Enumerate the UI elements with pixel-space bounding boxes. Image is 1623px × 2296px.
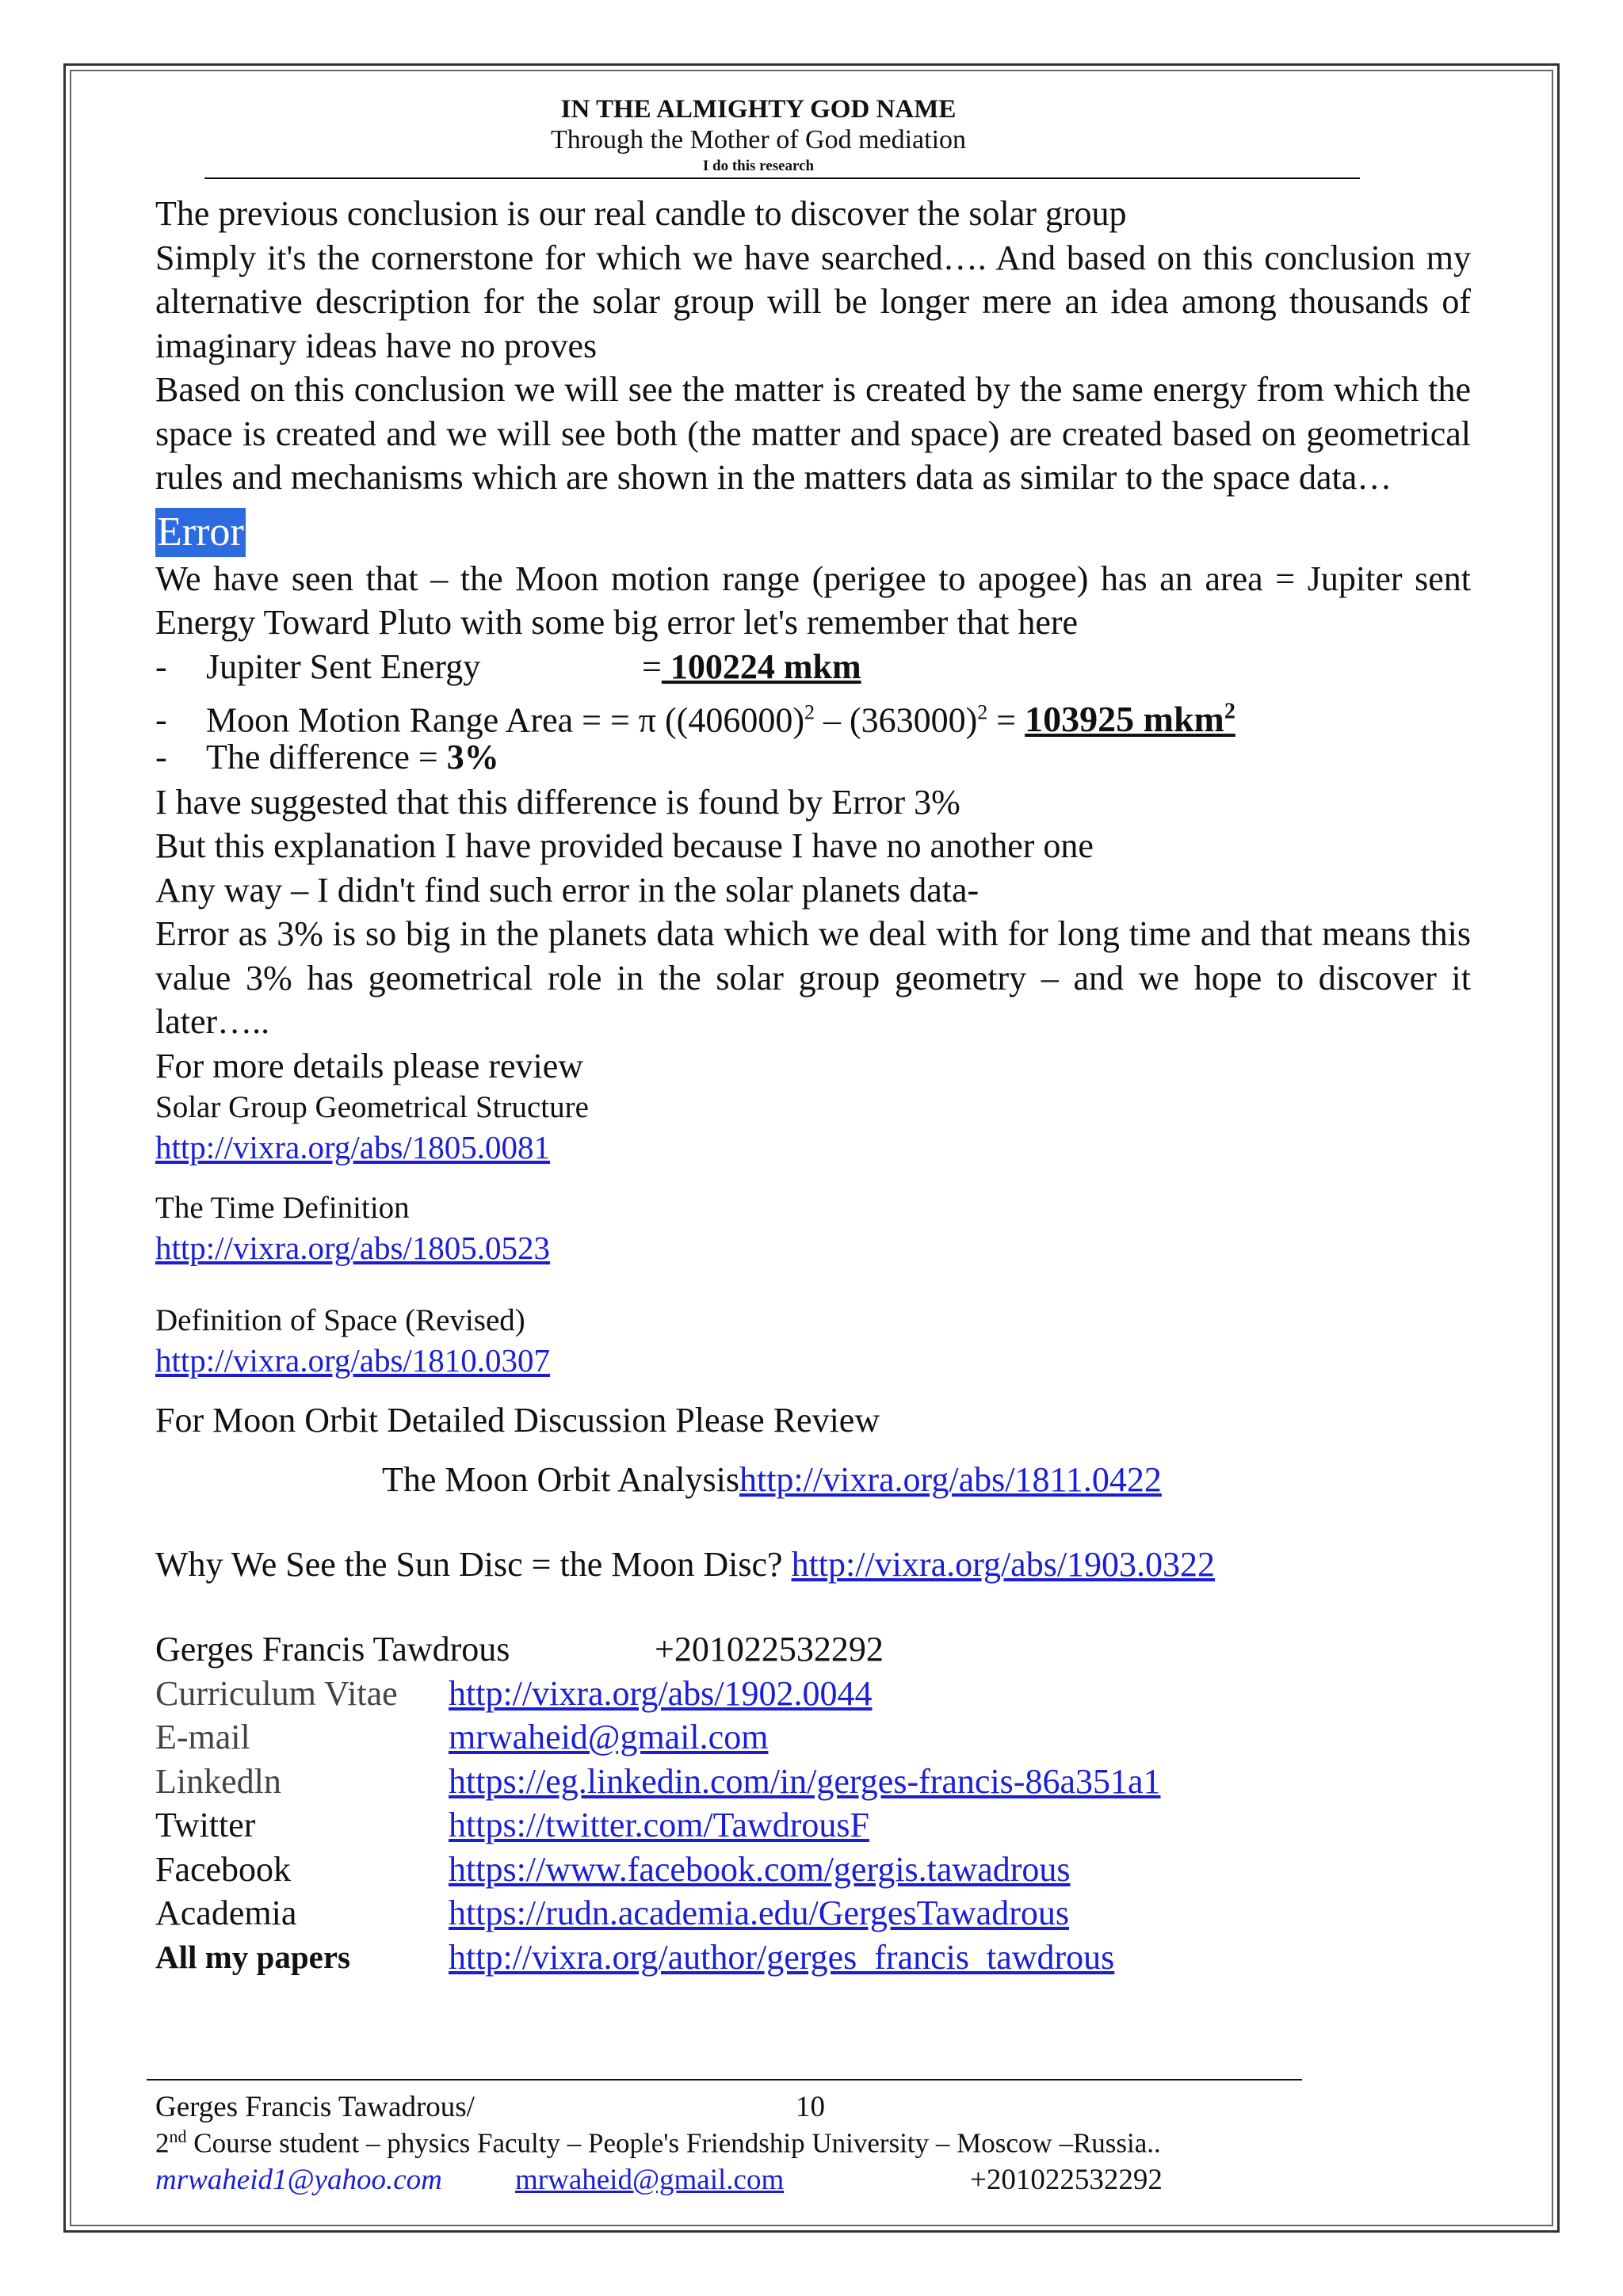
moon-formula-a: = = π ((406000) [573, 700, 804, 739]
moon-orbit-lead: For Moon Orbit Detailed Discussion Please Review [155, 1401, 880, 1440]
contact-row-cv [155, 1672, 1471, 1716]
contact-label: Facebook [155, 1849, 292, 1889]
difference-line [155, 735, 1471, 780]
twitter-link[interactable]: https://twitter.com/TawdrousF [449, 1806, 870, 1844]
list-dash: - [155, 646, 167, 686]
difference-value: 3% [446, 737, 499, 776]
sun-disc-link[interactable]: http://vixra.org/abs/1903.0322 [791, 1545, 1216, 1584]
contact-label: Curriculum Vitae [155, 1673, 398, 1713]
moon-value: 103925 mkm$^2$ [1025, 698, 1235, 739]
moon-orbit-title: The Moon Orbit Analysis [382, 1460, 739, 1499]
header-small-text: I do this research [702, 158, 815, 174]
difference-label: The difference = [206, 737, 447, 776]
contact-row-linkedin [155, 1760, 1471, 1804]
linkedin-link[interactable]: https://eg.linkedin.com/in/gerges-francis-86a351a1 [449, 1761, 1161, 1801]
contact-row-email [155, 1715, 1471, 1760]
superscript: 2 [977, 700, 988, 724]
list-dash: - [155, 737, 167, 776]
contact-row-twitter [155, 1803, 1471, 1848]
reference-title: Solar Group Geometrical Structure [155, 1090, 589, 1124]
contact-label: Twitter [155, 1806, 256, 1844]
contact-name-row [155, 1627, 1471, 1672]
header-subtitle: Through the Mother of God mediation [550, 125, 967, 154]
moon-formula-c: = [987, 700, 1025, 739]
discussion-line: Error as 3% is so big in the planets data which we deal with for long time and that means this value 3% has geometrical role in the solar group geometry – and we hope to discover it later….. [155, 914, 1471, 1041]
cv-link[interactable]: http://vixra.org/abs/1902.0044 [449, 1673, 873, 1713]
contact-block [155, 1627, 1471, 1979]
contact-row-academia [155, 1891, 1471, 1936]
error-discussion [155, 780, 1471, 1089]
moon-area-line [155, 690, 1471, 739]
moon-orbit-ref [155, 1458, 1471, 1501]
intro-paragraph: Simply it's the cornerstone for which we have searched…. And based on this conclusion my alternative description for the solar group will be longer mere an idea among thousands of imaginary ideas have no proves [155, 238, 1471, 365]
contact-label: Academia [155, 1894, 297, 1932]
contact-label: All my papers [155, 1938, 350, 1975]
error-heading: Error [155, 508, 246, 557]
discussion-line: I have suggested that this difference is found by Error 3% [155, 782, 960, 822]
discussion-line: But this explanation I have provided because I have no another one [155, 826, 1094, 865]
author-name: Gerges Francis Tawdrous [155, 1630, 510, 1669]
intro-text [155, 192, 1471, 500]
sun-disc-ref [155, 1543, 1471, 1586]
moon-orbit-link[interactable]: http://vixra.org/abs/1811.0422 [739, 1460, 1162, 1499]
jupiter-value: 100224 mkm [661, 646, 861, 686]
jupiter-label: Jupiter Sent Energy [206, 646, 481, 686]
reference-link[interactable]: http://vixra.org/abs/1805.0523 [155, 1230, 551, 1266]
footer-author: Gerges Francis Tawadrous/ [155, 2091, 475, 2123]
header-divider [204, 177, 1360, 179]
intro-paragraph: The previous conclusion is our real candle to discover the solar group [155, 194, 1127, 233]
contact-row-papers [155, 1936, 1471, 1980]
discussion-line: Any way – I didn't find such error in the solar planets data- [155, 870, 980, 910]
footer-phone: +201022532292 [970, 2164, 1163, 2196]
contact-label: E-mail [155, 1718, 250, 1756]
error-lead-text: We have seen that – the Moon motion range (perigee to apogee) has an area = Jupiter sent Energy Toward Pluto with some big error let's remember that here [155, 559, 1471, 642]
page-number: 10 [796, 2091, 825, 2123]
papers-link[interactable]: http://vixra.org/author/gerges_francis_tawdrous [449, 1937, 1115, 1977]
jupiter-equals: = [642, 646, 662, 686]
moon-formula-b: – (363000) [814, 700, 978, 739]
superscript: 2 [804, 700, 815, 724]
error-lead [155, 557, 1471, 645]
discussion-line: For more details please review [155, 1046, 584, 1085]
reference-list [155, 1088, 1471, 1380]
footer-email-gmail[interactable]: mrwaheid@gmail.com [515, 2164, 785, 2196]
page-content [155, 192, 1471, 1979]
reference-link[interactable]: http://vixra.org/abs/1805.0081 [155, 1129, 551, 1165]
intro-paragraph: Based on this conclusion we will see the matter is created by the same energy from which the space is created and we will see both (the matter and space) are created based on geometrical rules and mechanisms which are shown in the matters data as similar to the space data… [155, 370, 1471, 497]
moon-label: Moon Motion Range Area [206, 700, 574, 739]
contact-label: Linkedln [155, 1761, 281, 1801]
list-dash: - [155, 700, 167, 739]
sun-disc-text: Why We See the Sun Disc = the Moon Disc? [155, 1545, 792, 1584]
author-phone: +201022532292 [655, 1630, 884, 1669]
reference-title: Definition of Space (Revised) [155, 1303, 525, 1337]
contact-row-facebook [155, 1848, 1471, 1892]
academia-link[interactable]: https://rudn.academia.edu/GergesTawadrous [449, 1894, 1069, 1932]
footer-course: 2nd Course student – physics Faculty – People's Friendship University – Moscow –Russia.. [155, 2126, 1161, 2159]
footer-email-yahoo[interactable]: mrwaheid1@yahoo.com [155, 2164, 442, 2196]
jupiter-energy-line [155, 645, 1471, 690]
email-link[interactable]: mrwaheid@gmail.com [449, 1718, 769, 1756]
header-title: IN THE ALMIGHTY GOD NAME [560, 95, 957, 124]
facebook-link[interactable]: https://www.facebook.com/gergis.tawadrous [449, 1849, 1071, 1889]
reference-link[interactable]: http://vixra.org/abs/1810.0307 [155, 1342, 551, 1379]
reference-title: The Time Definition [155, 1191, 410, 1225]
footer-divider [147, 2079, 1302, 2081]
